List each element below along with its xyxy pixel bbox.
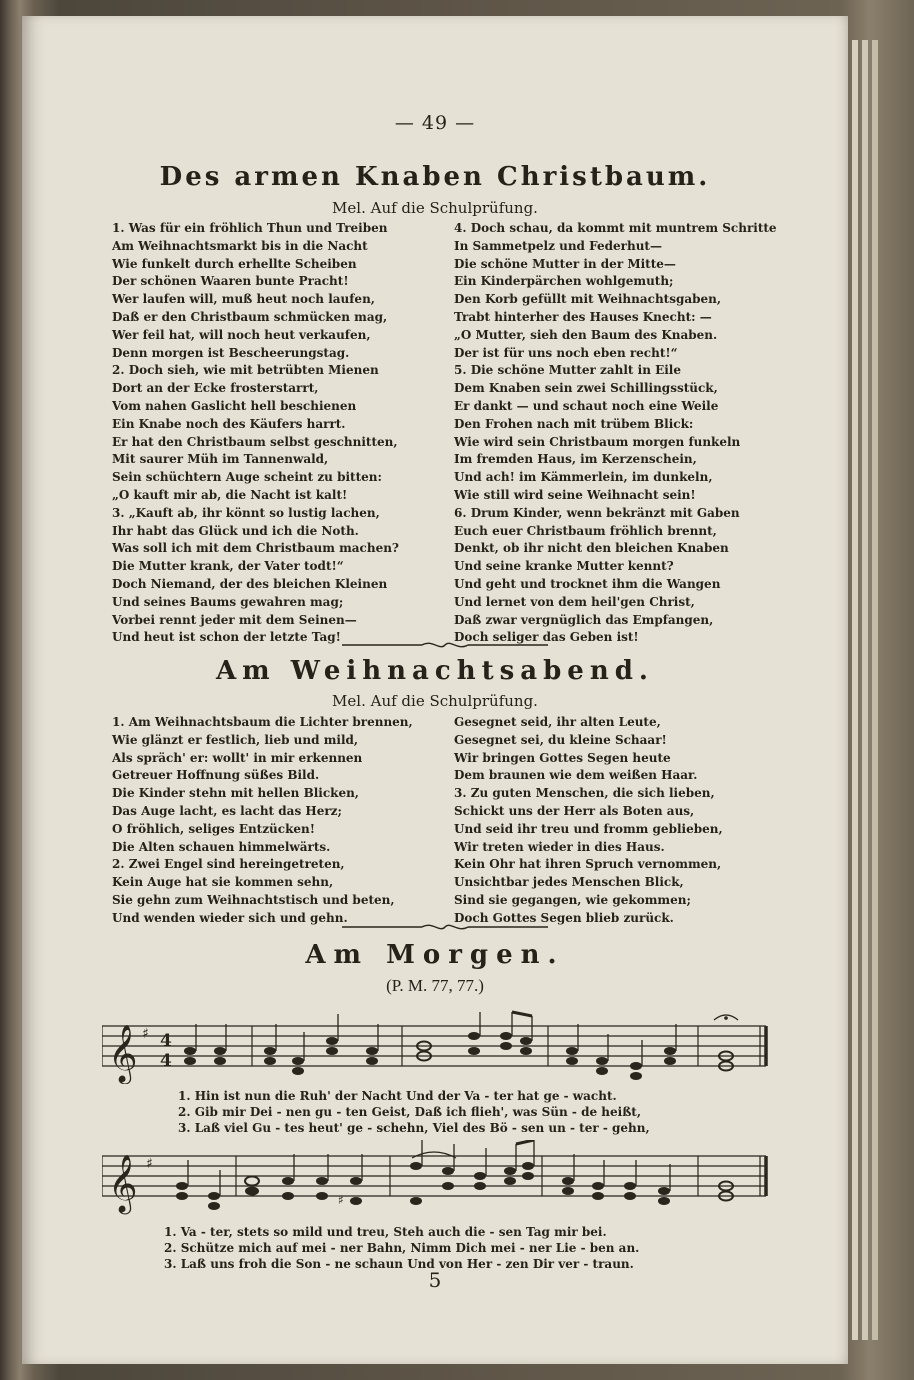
text-line: Der ist für uns noch eben recht!“ xyxy=(454,345,678,360)
text-line: 2. Gib mir Dei - nen gu - ten Geist, Daß ich flieh', was Sün - de heißt, xyxy=(178,1105,642,1119)
text-line: Gesegnet seid, ihr alten Leute, xyxy=(454,715,661,729)
text-line: Vorbei rennt jeder mit dem Seinen— xyxy=(112,612,357,627)
time-signature-bottom: 4 xyxy=(160,1051,172,1071)
song-title-am-morgen: Am Morgen. xyxy=(305,940,565,970)
page-number: — 49 — xyxy=(394,112,476,134)
book-page xyxy=(22,16,848,1364)
text-line: Die Kinder stehn mit hellen Blicken, xyxy=(112,786,359,801)
song2-right-column xyxy=(454,714,723,928)
text-line: Ein Knabe noch des Käufers harrt. xyxy=(112,416,346,431)
text-line: Und seines Baums gewahren mag; xyxy=(112,594,344,609)
text-line: Ihr habt das Glück und ich die Noth. xyxy=(112,523,359,538)
text-line: Wie funkelt durch erhellte Scheiben xyxy=(112,256,357,271)
text-line: Der schönen Waaren bunte Pracht! xyxy=(112,274,349,289)
text-line: Das Auge lacht, es lacht das Herz; xyxy=(112,803,342,818)
song1-left-column xyxy=(112,220,399,647)
song-title-christbaum: Des armen Knaben Christbaum. xyxy=(159,162,711,192)
meter-note: (P. M. 77, 77.) xyxy=(386,976,484,995)
text-line: Wie wird sein Christbaum morgen funkeln xyxy=(454,434,741,449)
text-line: Er dankt — und schaut noch eine Weile xyxy=(454,398,719,413)
text-line: 1. Was für ein fröhlich Thun und Treiben xyxy=(112,221,388,235)
text-line: Sind sie gegangen, wie gekommen; xyxy=(454,892,691,907)
signature-mark: 5 xyxy=(428,1268,442,1292)
song1-right-column xyxy=(454,220,777,647)
text-line: „O kauft mir ab, die Nacht ist kalt! xyxy=(112,487,348,502)
text-line: Wer laufen will, muß heut noch laufen, xyxy=(112,292,375,307)
ornamental-divider xyxy=(342,920,548,934)
text-line: Dem braunen wie dem weißen Haar. xyxy=(454,768,698,783)
text-line: Wie glänzt er festlich, lieb und mild, xyxy=(112,732,359,747)
text-line: Kein Auge hat sie kommen sehn, xyxy=(112,875,334,890)
text-line: 2. Schütze mich auf mei - ner Bahn, Nimm Dich mei - ner Lie - ben an. xyxy=(164,1241,640,1255)
text-line: Die Alten schauen himmelwärts. xyxy=(112,839,331,854)
song-title-weihnachtsabend: Am Weihnachtsabend. xyxy=(216,656,654,686)
text-line: Am Weihnachtsmarkt bis in die Nacht xyxy=(112,238,368,253)
text-line: Daß zwar vergnüglich das Empfangen, xyxy=(454,612,714,627)
song2-left-column xyxy=(112,714,413,928)
text-line: Wir treten wieder in dies Haus. xyxy=(454,839,665,854)
text-line: Dem Knaben sein zwei Schillingsstück, xyxy=(454,381,718,396)
text-line: Den Korb gefüllt mit Weihnachtsgaben, xyxy=(454,292,722,307)
text-line: Er hat den Christbaum selbst geschnitten, xyxy=(112,434,398,449)
text-line: Doch seliger das Geben ist! xyxy=(454,630,639,645)
text-line: Sie gehn zum Weihnachtstisch und beten, xyxy=(112,892,395,907)
text-line: Mit saurer Müh im Tannenwald, xyxy=(112,452,329,467)
melody-note: Mel. Auf die Schulprüfung. xyxy=(332,692,538,710)
text-line: Und lernet von dem heil'gen Christ, xyxy=(454,594,695,609)
text-line: 1. Am Weihnachtsbaum die Lichter brennen, xyxy=(112,715,413,729)
text-line: Getreuer Hoffnung süßes Bild. xyxy=(112,768,320,783)
text-line: 3. Laß uns froh die Son - ne schaun Und von Her - zen Dir ver - traun. xyxy=(164,1257,634,1271)
text-line: 6. Drum Kinder, wenn bekränzt mit Gaben xyxy=(454,505,740,520)
text-line: Und ach! im Kämmerlein, im dunkeln, xyxy=(454,470,713,485)
page-edge xyxy=(862,40,868,1340)
text-line: 2. Doch sieh, wie mit betrübten Mienen xyxy=(112,363,379,378)
text-line: Und seid ihr treu und fromm geblieben, xyxy=(454,821,723,836)
ornamental-divider xyxy=(342,638,548,652)
text-line: Schickt uns der Herr als Boten aus, xyxy=(454,803,695,818)
text-line: Und wenden wieder sich und gehn. xyxy=(112,910,348,925)
text-line: 1. Hin ist nun die Ruh' der Nacht Und der Va - ter hat ge - wacht. xyxy=(178,1089,617,1103)
text-line: 3. Laß viel Gu - tes heut' ge - schehn, Viel des Bö - sen un - ter - gehn, xyxy=(178,1121,650,1135)
text-line: Daß er den Christbaum schmücken mag, xyxy=(112,309,388,324)
text-line: 3. „Kauft ab, ihr könnt so lustig lachen, xyxy=(112,505,380,520)
music-staff-2 xyxy=(102,1140,792,1220)
music-staff-1 xyxy=(102,1010,792,1084)
text-line: Doch Gottes Segen blieb zurück. xyxy=(454,910,674,925)
text-line: O fröhlich, seliges Entzücken! xyxy=(112,821,316,836)
time-signature-top: 4 xyxy=(160,1031,172,1051)
text-line: Die schöne Mutter in der Mitte— xyxy=(454,256,676,271)
text-line: Doch Niemand, der des bleichen Kleinen xyxy=(112,576,388,591)
text-line: 2. Zwei Engel sind hereingetreten, xyxy=(112,857,345,872)
page-edge xyxy=(852,40,858,1340)
page-edge xyxy=(872,40,878,1340)
slur xyxy=(412,1152,456,1158)
text-line: Euch euer Christbaum fröhlich brennt, xyxy=(454,523,717,538)
text-line: „O Mutter, sieh den Baum des Knaben. xyxy=(454,327,718,342)
treble-clef-icon: 𝄞 xyxy=(108,1154,138,1212)
text-line: Als spräch' er: wollt' in mir erkennen xyxy=(112,750,363,765)
text-line: Und geht und trocknet ihm die Wangen xyxy=(454,576,721,591)
lyrics-system-1 xyxy=(178,1088,650,1136)
text-line: Wie still wird seine Weihnacht sein! xyxy=(454,487,696,502)
sharp-icon: ♯ xyxy=(338,1193,344,1207)
text-line: Und heut ist schon der letzte Tag! xyxy=(112,630,341,645)
text-line: Dort an der Ecke frosterstarrt, xyxy=(112,381,319,396)
text-line: Die Mutter krank, der Vater todt!“ xyxy=(112,559,344,574)
text-line: Und seine kranke Mutter kennt? xyxy=(454,559,674,574)
text-line: Wer feil hat, will noch heut verkaufen, xyxy=(112,327,371,342)
text-line: Gesegnet sei, du kleine Schaar! xyxy=(454,732,667,747)
text-line: 3. Zu guten Menschen, die sich lieben, xyxy=(454,786,715,801)
text-line: In Sammetpelz und Federhut— xyxy=(454,238,662,253)
text-line: 4. Doch schau, da kommt mit muntrem Schritte xyxy=(454,221,777,235)
text-line: 5. Die schöne Mutter zahlt in Eile xyxy=(454,363,681,378)
text-line: Denn morgen ist Bescheerungstag. xyxy=(112,345,350,360)
text-line: Vom nahen Gaslicht hell beschienen xyxy=(112,398,357,413)
text-line: Trabt hinterher des Hauses Knecht: — xyxy=(454,309,712,324)
text-line: Unsichtbar jedes Menschen Blick, xyxy=(454,875,684,890)
text-line: Was soll ich mit dem Christbaum machen? xyxy=(112,541,399,556)
melody-note: Mel. Auf die Schulprüfung. xyxy=(332,199,538,217)
lyrics-system-2 xyxy=(164,1224,639,1272)
text-line: Im fremden Haus, im Kerzenschein, xyxy=(454,452,697,467)
text-line: Ein Kinderpärchen wohlgemuth; xyxy=(454,274,674,289)
text-line: Den Frohen nach mit trübem Blick: xyxy=(454,416,694,431)
treble-clef-icon: 𝄞 xyxy=(108,1024,138,1082)
text-line: 1. Va - ter, stets so mild und treu, Steh auch die - sen Tag mir bei. xyxy=(164,1225,607,1239)
text-line: Denkt, ob ihr nicht den bleichen Knaben xyxy=(454,541,729,556)
text-line: Wir bringen Gottes Segen heute xyxy=(454,750,671,765)
text-line: Kein Ohr hat ihren Spruch vernommen, xyxy=(454,857,722,872)
text-line: Sein schüchtern Auge scheint zu bitten: xyxy=(112,470,382,485)
sharp-icon: ♯ xyxy=(142,1026,149,1042)
sharp-icon: ♯ xyxy=(146,1156,153,1172)
